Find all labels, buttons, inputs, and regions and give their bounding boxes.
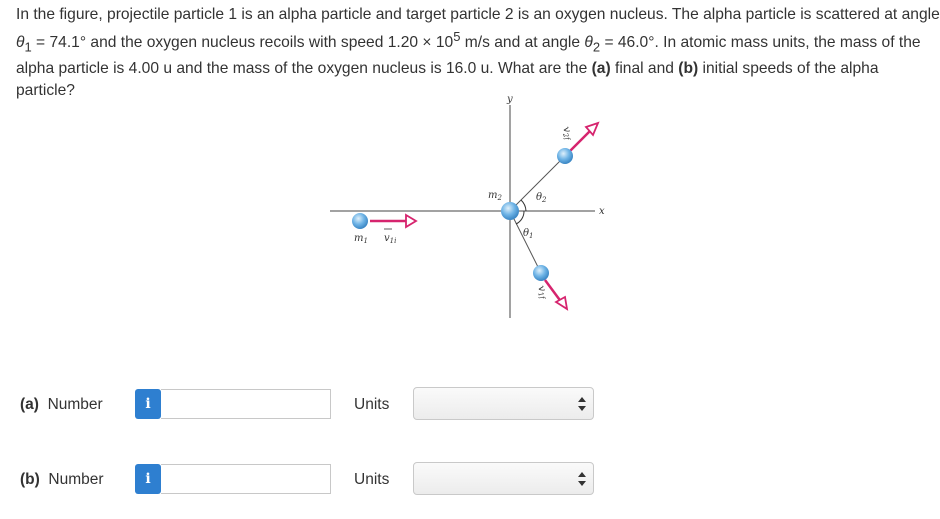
part-a-label: (a) Number [20,396,103,413]
m1-label: $m_1$ [354,233,368,245]
info-icon[interactable]: i [135,464,161,494]
m2-label: $m_2$ [488,190,502,202]
y-axis-label: y [507,94,513,105]
scatter-path [510,211,541,273]
question-text: In the figure, projectile particle 1 is an alpha particle and target particle 2 is an oxygen nucleus. The alpha particle is scattered at angle $\theta_1 = 74.1^\circ$ and the oxygen nucleus recoils with speed $1.20 \times 10^5$ m/s and at angle $\theta_2 = 46.0^\circ$. In atomic mass units, the mass of the alpha particle is 4.00 u and the mass of the oxygen nucleus is 16.0 u. What are the (a) final and (b) initial speeds of the alpha particle? [16,6,940,100]
svg-text:v2f: $v_{2f}$ [560,125,573,142]
select-arrows-icon [577,471,587,487]
units-select-b[interactable] [413,462,594,495]
collision-figure [330,90,630,325]
info-icon[interactable]: i [135,389,161,419]
particle-m2 [501,202,519,220]
number-input-b[interactable] [161,464,331,494]
v1f-label [534,284,550,301]
answer-row-b [0,462,940,498]
particle-m1 [352,213,368,229]
part-b-label: (b) Number [20,471,104,488]
select-arrows-icon [577,396,587,412]
collision-diagram [330,90,630,325]
v1i-label: $v_{1i}$ [384,233,397,245]
particle-m2-final [557,148,573,164]
v1i-arrowhead [406,215,416,227]
theta1-label: $\theta_1$ [523,228,534,240]
number-input-a[interactable] [161,389,331,419]
particle-m1-final [533,265,549,281]
v2f-label [559,125,575,142]
units-select-a[interactable] [413,387,594,420]
v2f-arrow [569,129,592,152]
x-axis-label: x [599,206,605,217]
theta2-label: $\theta_2$ [536,192,547,204]
answer-row-a [0,387,940,423]
theta2-arc [521,200,526,211]
units-label-a: Units [354,396,390,413]
svg-text:v1f: $v_{1f}$ [535,284,548,301]
units-label-b: Units [354,471,390,488]
